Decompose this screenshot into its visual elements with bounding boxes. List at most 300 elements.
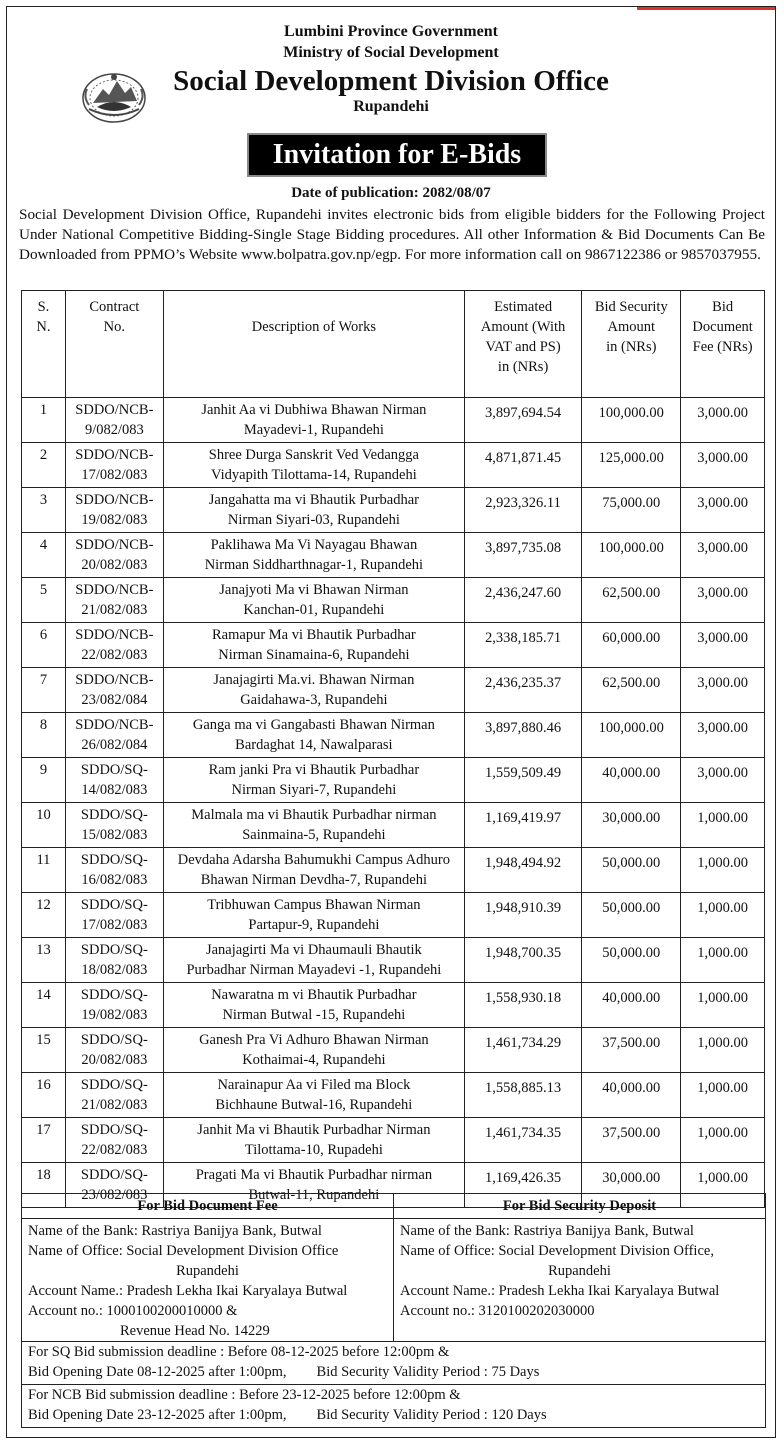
- cell-sn: [22, 1073, 66, 1118]
- contract-no-line: 15/082/083: [81, 827, 148, 843]
- cell-sn: [22, 533, 66, 578]
- cell-estimated-amount: [464, 488, 581, 533]
- description-line: Kanchan-01, Rupandehi: [243, 602, 385, 618]
- table-header-row: [22, 291, 765, 398]
- contract-no-line: 23/082/084: [81, 692, 148, 708]
- cell-bid-security: [582, 1028, 681, 1073]
- contract-no-line: 22/082/083: [81, 647, 148, 663]
- fee-value: 1,000.00: [697, 1080, 748, 1096]
- intro-paragraph: Social Development Division Office, Rupandehi invites electronic bids from eligible bidders for the Following Project Under National Competitive Bidding-Single Stage Bidding procedures. All other Information & Bid Documents Can Be Downloaded from PPMO’s Website www.bolpatra.gov.np/egp. For more information call on 9867122386 or 9857037955.: [19, 206, 765, 263]
- sn-value: 7: [39, 672, 48, 688]
- col-header-line: Description of Works: [251, 319, 376, 335]
- cell-bid-security: [582, 1118, 681, 1163]
- col-header-line: Document: [692, 319, 753, 335]
- contract-no-line: SDDO/NCB-: [75, 672, 154, 688]
- fee-account-no: Account no.: 1000100200010000 &: [28, 1303, 238, 1319]
- cell-contract-no: [65, 893, 163, 938]
- cell-description: [163, 398, 464, 443]
- cell-sn: [22, 668, 66, 713]
- ncb-opening-line: [28, 1405, 759, 1425]
- fee-bank-name: Name of the Bank: Rastriya Banijya Bank, Butwal: [28, 1223, 322, 1239]
- description-line: Janajyoti Ma vi Bhawan Nirman: [219, 582, 409, 598]
- col-header-estimated: [464, 291, 581, 398]
- fee-value: 3,000.00: [697, 765, 748, 781]
- contract-no-line: SDDO/SQ-: [80, 1167, 148, 1183]
- security-value: 30,000.00: [602, 1170, 661, 1186]
- table-row: [22, 668, 765, 713]
- sn-value: 3: [39, 492, 48, 508]
- sn-value: 1: [39, 402, 48, 418]
- cell-contract-no: [65, 398, 163, 443]
- contract-no-line: 14/082/083: [81, 782, 148, 798]
- estimated-value: 4,871,871.45: [485, 450, 562, 466]
- cell-description: [163, 533, 464, 578]
- description-line: Bardaghat 14, Nawalparasi: [235, 737, 393, 753]
- office-name: Social Development Division Office: [173, 65, 609, 97]
- cell-sn: [22, 398, 66, 443]
- estimated-value: 2,436,235.37: [485, 675, 562, 691]
- cell-document-fee: [681, 1028, 765, 1073]
- cell-document-fee: [681, 398, 765, 443]
- col-header-line: N.: [36, 319, 51, 335]
- cell-estimated-amount: [464, 713, 581, 758]
- cell-description: [163, 848, 464, 893]
- sn-value: 15: [36, 1032, 51, 1048]
- sn-value: 16: [36, 1077, 51, 1093]
- security-value: 40,000.00: [602, 1080, 661, 1096]
- bank-heading-row: [22, 1194, 766, 1219]
- fee-bank-details: [22, 1219, 394, 1342]
- contract-no-line: 19/082/083: [81, 512, 148, 528]
- cell-estimated-amount: [464, 758, 581, 803]
- cell-bid-security: [582, 803, 681, 848]
- description-line: Janhit Aa vi Dubhiwa Bhawan Nirman: [201, 402, 427, 418]
- cell-sn: [22, 983, 66, 1028]
- cell-contract-no: [65, 443, 163, 488]
- estimated-value: 2,338,185.71: [485, 630, 562, 646]
- fee-value: 1,000.00: [697, 1170, 748, 1186]
- description-line: Purbadhar Nirman Mayadevi -1, Rupandehi: [186, 962, 442, 978]
- cell-bid-security: [582, 533, 681, 578]
- cell-sn: [22, 848, 66, 893]
- description-line: Nirman Siyari-7, Rupandehi: [231, 782, 397, 798]
- table-row: [22, 1118, 765, 1163]
- cell-estimated-amount: [464, 623, 581, 668]
- col-header-line: in (NRs): [497, 359, 549, 375]
- security-value: 100,000.00: [598, 720, 664, 736]
- cell-contract-no: [65, 623, 163, 668]
- sn-value: 9: [39, 762, 48, 778]
- cell-bid-security: [582, 668, 681, 713]
- security-heading: For Bid Security Deposit: [394, 1194, 766, 1219]
- cell-estimated-amount: [464, 1028, 581, 1073]
- estimated-value: 1,461,734.29: [485, 1035, 562, 1051]
- cell-bid-security: [582, 398, 681, 443]
- estimated-value: 1,169,426.35: [485, 1170, 562, 1186]
- estimated-value: 3,897,694.54: [485, 405, 562, 421]
- contract-no-line: SDDO/NCB-: [75, 537, 154, 553]
- cell-document-fee: [681, 578, 765, 623]
- security-value: 30,000.00: [602, 810, 661, 826]
- cell-document-fee: [681, 623, 765, 668]
- security-value: 100,000.00: [598, 540, 664, 556]
- cell-contract-no: [65, 938, 163, 983]
- cell-document-fee: [681, 803, 765, 848]
- fee-office-name-cont: Rupandehi: [176, 1263, 239, 1279]
- cell-document-fee: [681, 848, 765, 893]
- table-row: [22, 1073, 765, 1118]
- sq-validity: Bid Security Validity Period : 75 Days: [316, 1364, 540, 1380]
- cell-description: [163, 758, 464, 803]
- corner-accent: [637, 7, 775, 10]
- sn-value: 11: [36, 852, 51, 868]
- description-line: Nawaratna m vi Bhautik Purbadhar: [211, 987, 417, 1003]
- fee-value: 1,000.00: [697, 945, 748, 961]
- description-line: Nirman Butwal -15, Rupandehi: [222, 1007, 406, 1023]
- cell-bid-security: [582, 713, 681, 758]
- cell-sn: [22, 1028, 66, 1073]
- table-row: [22, 488, 765, 533]
- cell-document-fee: [681, 893, 765, 938]
- contract-no-line: 22/082/083: [81, 1142, 148, 1158]
- cell-contract-no: [65, 1118, 163, 1163]
- description-line: Ramapur Ma vi Bhautik Purbadhar: [212, 627, 416, 643]
- estimated-value: 2,923,326.11: [485, 495, 561, 511]
- cell-description: [163, 1028, 464, 1073]
- table-row: [22, 713, 765, 758]
- cell-bid-security: [582, 848, 681, 893]
- notice-page: [6, 6, 776, 1438]
- contract-no-line: 9/082/083: [84, 422, 144, 438]
- cell-description: [163, 623, 464, 668]
- contract-no-line: SDDO/SQ-: [80, 987, 148, 1003]
- cell-description: [163, 983, 464, 1028]
- col-header-line: S.: [37, 299, 50, 315]
- description-line: Vidyapith Tilottama-14, Rupandehi: [211, 467, 417, 483]
- security-value: 75,000.00: [602, 495, 661, 511]
- security-value: 40,000.00: [602, 990, 661, 1006]
- publication-date: Date of publication: 2082/08/07: [291, 185, 491, 201]
- contract-no-line: SDDO/NCB-: [75, 492, 154, 508]
- contract-no-line: SDDO/SQ-: [80, 897, 148, 913]
- description-line: Nirman Siddharthnagar-1, Rupandehi: [204, 557, 424, 573]
- table-row: [22, 758, 765, 803]
- ministry-name: Ministry of Social Development: [283, 44, 499, 61]
- cell-description: [163, 443, 464, 488]
- notice-title-banner: Invitation for E-Bids: [247, 133, 547, 177]
- description-line: Tilottama-10, Rupadehi: [244, 1142, 383, 1158]
- col-header-sn: [22, 291, 66, 398]
- security-bank-name: Name of the Bank: Rastriya Banijya Bank, Butwal: [400, 1223, 694, 1239]
- sq-deadline-row: [22, 1342, 766, 1385]
- col-header-line: Bid Security: [594, 299, 668, 315]
- cell-estimated-amount: [464, 893, 581, 938]
- col-header-contract: [65, 291, 163, 398]
- security-office-name: Name of Office: Social Development Division Office,: [400, 1243, 714, 1259]
- estimated-value: 1,169,419.97: [485, 810, 562, 826]
- description-line: Narainapur Aa vi Filed ma Block: [217, 1077, 411, 1093]
- cell-description: [163, 668, 464, 713]
- cell-bid-security: [582, 893, 681, 938]
- table-body: [22, 398, 765, 1208]
- sq-opening-line: [28, 1362, 759, 1382]
- col-header-line: Contract: [89, 299, 140, 315]
- table-row: [22, 893, 765, 938]
- fee-value: 1,000.00: [697, 990, 748, 1006]
- sn-value: 10: [36, 807, 51, 823]
- description-line: Ram janki Pra vi Bhautik Purbadhar: [208, 762, 420, 778]
- sn-value: 14: [36, 987, 51, 1003]
- table-row: [22, 443, 765, 488]
- description-line: Mayadevi-1, Rupandehi: [243, 422, 384, 438]
- estimated-value: 2,436,247.60: [485, 585, 562, 601]
- contract-no-line: 26/082/084: [81, 737, 148, 753]
- description-line: Bhawan Nirman Devdha-7, Rupandehi: [200, 872, 428, 888]
- contract-no-line: 21/082/083: [81, 602, 148, 618]
- table-row: [22, 578, 765, 623]
- security-value: 37,500.00: [602, 1125, 661, 1141]
- contract-no-line: SDDO/SQ-: [80, 762, 148, 778]
- contract-no-line: SDDO/SQ-: [80, 1077, 148, 1093]
- sn-value: 8: [39, 717, 48, 733]
- col-header-description: [163, 291, 464, 398]
- security-value: 62,500.00: [602, 675, 661, 691]
- cell-sn: [22, 1118, 66, 1163]
- cell-contract-no: [65, 758, 163, 803]
- cell-sn: [22, 893, 66, 938]
- description-line: Pragati Ma vi Bhautik Purbadhar nirman: [195, 1167, 433, 1183]
- cell-contract-no: [65, 488, 163, 533]
- table-row: [22, 533, 765, 578]
- security-value: 40,000.00: [602, 765, 661, 781]
- cell-estimated-amount: [464, 533, 581, 578]
- sn-value: 13: [36, 942, 51, 958]
- estimated-value: 1,948,494.92: [485, 855, 562, 871]
- description-line: Nirman Sinamaina-6, Rupandehi: [218, 647, 410, 663]
- cell-document-fee: [681, 443, 765, 488]
- cell-bid-security: [582, 578, 681, 623]
- description-line: Partapur-9, Rupandehi: [248, 917, 380, 933]
- government-name: Lumbini Province Government: [284, 23, 498, 40]
- security-value: 60,000.00: [602, 630, 661, 646]
- cell-document-fee: [681, 938, 765, 983]
- sq-opening: Bid Opening Date 08-12-2025 after 1:00pm,: [28, 1364, 287, 1380]
- description-line: Bichhaune Butwal-16, Rupandehi: [215, 1097, 413, 1113]
- cell-contract-no: [65, 1028, 163, 1073]
- contract-no-line: 20/082/083: [81, 557, 148, 573]
- cell-description: [163, 1118, 464, 1163]
- cell-bid-security: [582, 443, 681, 488]
- cell-sn: [22, 443, 66, 488]
- contract-no-line: SDDO/SQ-: [80, 1122, 148, 1138]
- description-line: Ganga ma vi Gangabasti Bhawan Nirman: [192, 717, 435, 733]
- col-header-line: Fee (NRs): [692, 339, 753, 355]
- cell-sn: [22, 938, 66, 983]
- security-value: 125,000.00: [598, 450, 664, 466]
- cell-estimated-amount: [464, 398, 581, 443]
- description-line: Devdaha Adarsha Bahumukhi Campus Adhuro: [177, 852, 450, 868]
- sn-value: 17: [36, 1122, 51, 1138]
- description-line: Tribhuwan Campus Bhawan Nirman: [207, 897, 421, 913]
- estimated-value: 1,558,930.18: [485, 990, 562, 1006]
- bank-details-row: [22, 1219, 766, 1342]
- cell-estimated-amount: [464, 1073, 581, 1118]
- description-line: Janhit Ma vi Bhautik Purbadhar Nirman: [197, 1122, 431, 1138]
- cell-estimated-amount: [464, 848, 581, 893]
- estimated-value: 1,948,910.39: [485, 900, 562, 916]
- ncb-opening: Bid Opening Date 23-12-2025 after 1:00pm,: [28, 1407, 287, 1423]
- cell-document-fee: [681, 1073, 765, 1118]
- col-header-line: No.: [103, 319, 126, 335]
- estimated-value: 1,461,734.35: [485, 1125, 562, 1141]
- col-header-doc-fee: [681, 291, 765, 398]
- security-value: 62,500.00: [602, 585, 661, 601]
- description-line: Nirman Siyari-03, Rupandehi: [227, 512, 400, 528]
- security-value: 100,000.00: [598, 405, 664, 421]
- cell-estimated-amount: [464, 668, 581, 713]
- description-line: Kothaimai-4, Rupandehi: [242, 1052, 386, 1068]
- cell-bid-security: [582, 758, 681, 803]
- description-line: Jangahatta ma vi Bhautik Purbadhar: [208, 492, 419, 508]
- estimated-value: 3,897,735.08: [485, 540, 562, 556]
- contract-no-line: SDDO/NCB-: [75, 717, 154, 733]
- cell-estimated-amount: [464, 803, 581, 848]
- contract-no-line: SDDO/NCB-: [75, 627, 154, 643]
- security-value: 50,000.00: [602, 900, 661, 916]
- cell-estimated-amount: [464, 443, 581, 488]
- estimated-value: 1,948,700.35: [485, 945, 562, 961]
- cell-sn: [22, 713, 66, 758]
- security-value: 37,500.00: [602, 1035, 661, 1051]
- cell-contract-no: [65, 533, 163, 578]
- col-header-line: in (NRs): [606, 339, 657, 355]
- cell-contract-no: [65, 983, 163, 1028]
- fee-heading: For Bid Document Fee: [22, 1194, 394, 1219]
- cell-sn: [22, 758, 66, 803]
- ncb-submission: For NCB Bid submission deadline : Before 23-12-2025 before 12:00pm &: [28, 1387, 461, 1403]
- contract-no-line: SDDO/SQ-: [80, 942, 148, 958]
- cell-document-fee: [681, 758, 765, 803]
- fee-value: 3,000.00: [697, 495, 748, 511]
- contract-no-line: SDDO/SQ-: [80, 852, 148, 868]
- security-bank-details: [394, 1219, 766, 1342]
- table-row: [22, 398, 765, 443]
- contract-no-line: SDDO/SQ-: [80, 807, 148, 823]
- payment-details-table: [21, 1193, 766, 1428]
- contract-no-line: 17/082/083: [81, 467, 148, 483]
- table-row: [22, 983, 765, 1028]
- district-name: Rupandehi: [353, 98, 429, 115]
- ncb-deadline-row: [22, 1385, 766, 1428]
- security-value: 50,000.00: [602, 855, 661, 871]
- cell-contract-no: [65, 848, 163, 893]
- description-line: Shree Durga Sanskrit Ved Vedangga: [208, 447, 419, 463]
- cell-document-fee: [681, 1118, 765, 1163]
- cell-contract-no: [65, 578, 163, 623]
- bids-table: [21, 290, 765, 1208]
- description-line: Paklihawa Ma Vi Nayagau Bhawan: [210, 537, 418, 553]
- fee-value: 1,000.00: [697, 855, 748, 871]
- sn-value: 2: [39, 447, 48, 463]
- cell-bid-security: [582, 938, 681, 983]
- security-office-name-cont: Rupandehi: [548, 1263, 611, 1279]
- cell-document-fee: [681, 713, 765, 758]
- sn-value: 5: [39, 582, 48, 598]
- fee-value: 1,000.00: [697, 810, 748, 826]
- fee-revenue-head: Revenue Head No. 14229: [120, 1323, 270, 1339]
- security-account-name: Account Name.: Pradesh Lekha Ikai Karyalaya Butwal: [400, 1283, 720, 1299]
- cell-document-fee: [681, 488, 765, 533]
- col-header-line: VAT and PS): [485, 339, 561, 355]
- table-row: [22, 848, 765, 893]
- cell-sn: [22, 803, 66, 848]
- sn-value: 6: [39, 627, 48, 643]
- contract-no-line: SDDO/NCB-: [75, 402, 154, 418]
- fee-value: 1,000.00: [697, 900, 748, 916]
- cell-estimated-amount: [464, 578, 581, 623]
- cell-bid-security: [582, 488, 681, 533]
- cell-estimated-amount: [464, 983, 581, 1028]
- cell-description: [163, 713, 464, 758]
- col-header-security: [582, 291, 681, 398]
- fee-office-name: Name of Office: Social Development Division Office: [28, 1243, 339, 1259]
- cell-document-fee: [681, 668, 765, 713]
- contract-no-line: SDDO/SQ-: [80, 1032, 148, 1048]
- fee-value: 3,000.00: [697, 405, 748, 421]
- sn-value: 18: [36, 1167, 51, 1183]
- fee-value: 3,000.00: [697, 540, 748, 556]
- sn-value: 4: [39, 537, 48, 553]
- contract-no-line: 18/082/083: [81, 962, 148, 978]
- fee-value: 1,000.00: [697, 1125, 748, 1141]
- cell-estimated-amount: [464, 938, 581, 983]
- cell-contract-no: [65, 1073, 163, 1118]
- description-line: Butwal-11, Rupandehi: [248, 1187, 380, 1203]
- col-header-line: Bid: [712, 299, 734, 315]
- cell-contract-no: [65, 803, 163, 848]
- fee-value: 3,000.00: [697, 630, 748, 646]
- table-row: [22, 938, 765, 983]
- contract-no-line: SDDO/NCB-: [75, 582, 154, 598]
- contract-no-line: 19/082/083: [81, 1007, 148, 1023]
- fee-value: 3,000.00: [697, 720, 748, 736]
- security-value: 50,000.00: [602, 945, 661, 961]
- sn-value: 12: [36, 897, 51, 913]
- sq-deadline: [22, 1342, 766, 1385]
- fee-value: 3,000.00: [697, 585, 748, 601]
- security-account-no: Account no.: 3120100202030000: [400, 1303, 595, 1319]
- cell-document-fee: [681, 533, 765, 578]
- cell-contract-no: [65, 668, 163, 713]
- contract-no-line: 20/082/083: [81, 1052, 148, 1068]
- description-line: Sainmaina-5, Rupandehi: [242, 827, 386, 843]
- description-line: Janajagirti Ma vi Dhaumauli Bhautik: [205, 942, 422, 958]
- cell-description: [163, 488, 464, 533]
- ncb-deadline: [22, 1385, 766, 1428]
- contract-no-line: 17/082/083: [81, 917, 148, 933]
- cell-description: [163, 893, 464, 938]
- contract-no-line: 21/082/083: [81, 1097, 148, 1113]
- cell-description: [163, 578, 464, 623]
- ncb-validity: Bid Security Validity Period : 120 Days: [316, 1407, 547, 1423]
- cell-sn: [22, 623, 66, 668]
- sq-submission: For SQ Bid submission deadline : Before 08-12-2025 before 12:00pm &: [28, 1344, 450, 1360]
- description-line: Malmala ma vi Bhautik Purbadhar nirman: [191, 807, 437, 823]
- cell-description: [163, 1073, 464, 1118]
- col-header-line: Estimated: [494, 299, 553, 315]
- table-row: [22, 1028, 765, 1073]
- cell-sn: [22, 488, 66, 533]
